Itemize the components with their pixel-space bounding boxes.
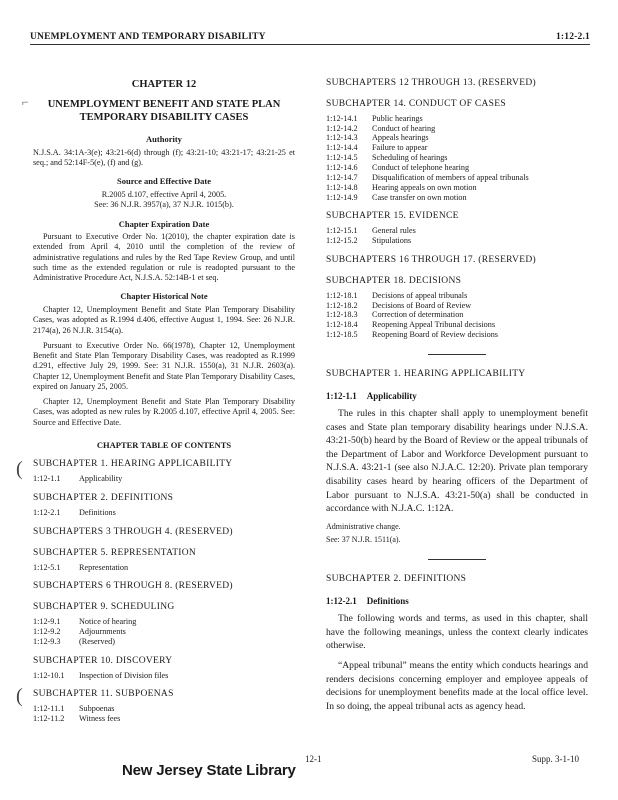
toc-entry-number: 1:12-14.3 bbox=[326, 133, 358, 143]
section-heading bbox=[326, 391, 588, 402]
toc-entry-title: Failure to appear bbox=[372, 143, 428, 153]
toc-entry-number: 1:12-14.4 bbox=[326, 143, 358, 153]
toc-entry-number: 1:12-14.2 bbox=[326, 123, 358, 133]
toc-entry-title: Notice of hearing bbox=[79, 617, 137, 627]
toc-entry bbox=[326, 173, 588, 183]
section-title: Applicability bbox=[366, 390, 417, 401]
toc-entry bbox=[326, 143, 588, 153]
toc-entry bbox=[326, 236, 588, 246]
toc-entry-title: Representation bbox=[79, 562, 129, 572]
toc-entry bbox=[326, 291, 588, 301]
header-section-number: 1:12-2.1 bbox=[555, 32, 590, 42]
toc-entry-title: Conduct of hearing bbox=[372, 123, 436, 133]
section-number: 1:12-1.1 bbox=[326, 390, 357, 401]
toc-entry-number: 1:12-10.1 bbox=[33, 670, 65, 680]
toc-subchapter-heading: SUBCHAPTER 18. DECISIONS bbox=[326, 275, 462, 286]
header-title: UNEMPLOYMENT AND TEMPORARY DISABILITY bbox=[30, 32, 266, 42]
toc-entry-title: Conduct of telephone hearing bbox=[372, 162, 470, 172]
toc-entry bbox=[326, 226, 588, 236]
toc-entry bbox=[326, 301, 588, 311]
toc-entry-number: 1:12-11.1 bbox=[33, 704, 65, 714]
toc-entry bbox=[33, 637, 295, 647]
section-number: 1:12-2.1 bbox=[326, 595, 357, 606]
toc-entry-title: Applicability bbox=[79, 474, 123, 484]
toc-entry bbox=[33, 474, 295, 484]
section-divider bbox=[428, 559, 486, 560]
toc-subchapter-heading: SUBCHAPTERS 12 THROUGH 13. (RESERVED) bbox=[326, 78, 536, 88]
toc-entry bbox=[326, 330, 588, 340]
toc-entry-number: 1:12-14.5 bbox=[326, 153, 358, 163]
toc-entry-number: 1:12-9.3 bbox=[33, 636, 61, 646]
toc-entry-title: Reopening Board of Review decisions bbox=[372, 330, 498, 340]
toc-entry-number: 1:12-9.1 bbox=[33, 617, 61, 627]
chapter-number: CHAPTER 12 bbox=[131, 79, 197, 90]
toc-entry-title: Decisions of appeal tribunals bbox=[372, 290, 468, 300]
right-toc bbox=[326, 78, 588, 340]
expiration-heading: Chapter Expiration Date bbox=[118, 218, 210, 229]
running-header bbox=[30, 32, 590, 45]
toc-subchapter-heading: SUBCHAPTERS 3 THROUGH 4. (RESERVED) bbox=[33, 526, 233, 537]
page-number: 12-1 bbox=[305, 754, 322, 764]
toc-entry-number: 1:12-18.5 bbox=[326, 330, 358, 340]
toc-entry bbox=[326, 310, 588, 320]
toc-entry-title: Disqualification of members of appeal tribunals bbox=[372, 172, 529, 182]
section-heading bbox=[326, 596, 588, 607]
toc-entry-title: Definitions bbox=[79, 508, 116, 518]
toc-entry bbox=[326, 183, 588, 193]
toc-entry-title: Adjournments bbox=[79, 627, 126, 637]
toc-entry-number: 1:12-14.1 bbox=[326, 113, 358, 123]
toc-entry bbox=[326, 133, 588, 143]
history-paragraph: Chapter 12, Unemployment Benefit and State Plan Temporary Disability Cases, was adopted as R.1994 d.406, effective August 1, 1994. See: 26 N.J.R. 2174(a), 26 N.J.R. 3154(a). bbox=[33, 305, 295, 335]
subchapter-2-heading: SUBCHAPTER 2. DEFINITIONS bbox=[326, 574, 467, 585]
definition-paragraph: “Appeal tribunal” means the entity which conducts hearings and renders decisions concerning employer and employee appeals of decisions for unemployment benefits made at the local office level. In so doing, the appeal tribunal acts as agency head. bbox=[326, 660, 588, 712]
toc-entry bbox=[33, 714, 295, 724]
amendment-citation: See: 37 N.J.R. 1511(a). bbox=[326, 535, 401, 545]
toc-subchapter-heading: SUBCHAPTER 1. HEARING APPLICABILITY bbox=[33, 459, 233, 470]
left-column bbox=[33, 78, 295, 724]
toc-subchapter-heading: SUBCHAPTER 5. REPRESENTATION bbox=[33, 547, 197, 558]
toc-subchapter-heading: SUBCHAPTER 9. SCHEDULING bbox=[33, 602, 175, 613]
right-column bbox=[326, 78, 588, 719]
toc-entry-number: 1:12-14.9 bbox=[326, 192, 358, 202]
toc-subchapter-heading: SUBCHAPTER 10. DISCOVERY bbox=[33, 655, 173, 666]
toc-entry-number: 1:12-11.2 bbox=[33, 714, 65, 724]
toc-entry bbox=[326, 193, 588, 203]
toc-entry-title: General rules bbox=[372, 226, 416, 236]
toc-entry-title: Correction of determination bbox=[372, 310, 464, 320]
section-title: Definitions bbox=[366, 595, 409, 606]
history-paragraph: Pursuant to Executive Order No. 66(1978), Chapter 12, Unemployment Benefit and State Plan Temporary Disability Cases, was readopted as R.1999 d.291, effective July 29, 1999. See: 31 N.J.R. 1550(a), 31 N.J.R. 2603(a). Chapter 12, Unemployment Benefit and State Plan Temporary Disability Cases, expired on January 25, 2005. bbox=[33, 340, 295, 391]
toc-subchapter-heading: SUBCHAPTER 15. EVIDENCE bbox=[326, 211, 459, 222]
toc-entry-number: 1:12-18.1 bbox=[326, 290, 358, 300]
margin-bracket: ( bbox=[16, 685, 23, 707]
supplement-date: Supp. 3-1-10 bbox=[532, 754, 579, 764]
expiration-text: Pursuant to Executive Order No. 1(2010), the chapter expiration date is extended from April 4, 2010 until the completion of the review of administrative regulations and rules by the Red Tape Review Group, and until such time as the extended regulation or rule is readopted pursuant to the Administrative Procedure Act, N.J.S.A. 52:14B-1 et seq. bbox=[33, 232, 295, 283]
toc-entry-number: 1:12-14.7 bbox=[326, 172, 358, 182]
toc-entry-title: Appeals hearings bbox=[372, 133, 429, 143]
section-body: The following words and terms, as used in this chapter, shall have the following meanings, unless the context clearly indicates otherwise. bbox=[326, 613, 588, 652]
chapter-title: UNEMPLOYMENT BENEFIT AND STATE PLAN TEMPORARY DISABILITY CASES bbox=[47, 99, 281, 123]
toc-subchapter-heading: SUBCHAPTER 14. CONDUCT OF CASES bbox=[326, 98, 506, 109]
toc-entry-title: Witness fees bbox=[79, 714, 121, 724]
toc-entry bbox=[326, 153, 588, 163]
toc-entry-number: 1:12-1.1 bbox=[33, 474, 61, 484]
history-paragraph: Chapter 12, Unemployment Benefit and State Plan Temporary Disability Cases, was adopted as new rules by R.2005 d.107, effective April 4, 2005. See: Source and Effective Date. bbox=[33, 397, 295, 427]
toc-entry-number: 1:12-15.1 bbox=[326, 226, 358, 236]
source-text: R.2005 d.107, effective April 4, 2005. bbox=[101, 190, 227, 200]
toc-subchapter-heading: SUBCHAPTER 11. SUBPOENAS bbox=[33, 689, 174, 700]
toc-entry bbox=[33, 617, 295, 627]
left-toc bbox=[33, 459, 295, 724]
toc-entry bbox=[326, 320, 588, 330]
toc-entry-title: Reopening Appeal Tribunal decisions bbox=[372, 320, 496, 330]
toc-entry-number: 1:12-18.4 bbox=[326, 320, 358, 330]
toc-entry bbox=[33, 563, 295, 573]
amendment-note: Administrative change. bbox=[326, 521, 401, 531]
toc-entry-title: (Reserved) bbox=[79, 636, 115, 646]
authority-heading: Authority bbox=[146, 134, 182, 145]
toc-entry-title: Case transfer on own motion bbox=[372, 192, 467, 202]
toc-entry-number: 1:12-9.2 bbox=[33, 627, 61, 637]
toc-entry-number: 1:12-18.2 bbox=[326, 300, 358, 310]
source-citation: See: 36 N.J.R. 3957(a), 37 N.J.R. 1015(b). bbox=[94, 200, 234, 210]
toc-subchapter-heading: SUBCHAPTERS 16 THROUGH 17. (RESERVED) bbox=[326, 254, 536, 265]
toc-entry bbox=[33, 627, 295, 637]
library-stamp: New Jersey State Library bbox=[122, 762, 296, 779]
toc-entry bbox=[33, 671, 295, 681]
toc-subchapter-heading: SUBCHAPTER 2. DEFINITIONS bbox=[33, 493, 174, 504]
toc-entry-title: Subpoenas bbox=[79, 704, 115, 714]
toc-entry-number: 1:12-15.2 bbox=[326, 236, 358, 246]
margin-mark: ⌐ bbox=[22, 95, 29, 109]
toc-entry-number: 1:12-14.8 bbox=[326, 182, 358, 192]
toc-subchapter-heading: SUBCHAPTERS 6 THROUGH 8. (RESERVED) bbox=[33, 581, 233, 592]
toc-entry bbox=[326, 114, 588, 124]
toc-entry-title: Public hearings bbox=[372, 113, 423, 123]
toc-entry bbox=[326, 163, 588, 173]
toc-entry-number: 1:12-5.1 bbox=[33, 562, 61, 572]
toc-entry-title: Decisions of Board of Review bbox=[372, 300, 472, 310]
toc-entry bbox=[33, 508, 295, 518]
authority-text: N.J.S.A. 34:1A-3(e); 43:21-6(d) through (f); 43:21-10; 43:21-17; 43:21-25 et seq.; and 52:14F-5(e), (f) and (g). bbox=[33, 147, 295, 168]
toc-entry-title: Inspection of Division files bbox=[79, 670, 169, 680]
margin-bracket: ( bbox=[16, 458, 23, 480]
section-divider bbox=[428, 354, 486, 355]
toc-entry-number: 1:12-14.6 bbox=[326, 162, 358, 172]
toc-entry-title: Stipulations bbox=[372, 236, 412, 246]
toc-entry-number: 1:12-2.1 bbox=[33, 508, 61, 518]
toc-heading: CHAPTER TABLE OF CONTENTS bbox=[96, 439, 232, 450]
source-heading: Source and Effective Date bbox=[116, 176, 212, 187]
toc-entry-title: Hearing appeals on own motion bbox=[372, 182, 477, 192]
toc-entry bbox=[326, 124, 588, 134]
history-heading: Chapter Historical Note bbox=[120, 291, 208, 302]
toc-entry-title: Scheduling of hearings bbox=[372, 153, 448, 163]
toc-entry bbox=[33, 704, 295, 714]
section-body: The rules in this chapter shall apply to unemployment benefit cases and State plan temporary disability hearings under N.J.S.A. 43:21-50(b) heard by the Board of Review or the appeal tribunals of the Department of Labor and Workforce Development pursuant to N.J.S.A. 43:21-1 (see also N.J.A.C. 12:20). Private plan temporary disability cases heard by hearing officers of the Department of Labor pursuant to N.J.S.A. 43:21-50(a) shall be conducted in accordance with N.J.A.C. 1:12A. bbox=[326, 408, 588, 515]
toc-entry-number: 1:12-18.3 bbox=[326, 310, 358, 320]
subchapter-1-heading: SUBCHAPTER 1. HEARING APPLICABILITY bbox=[326, 368, 526, 379]
